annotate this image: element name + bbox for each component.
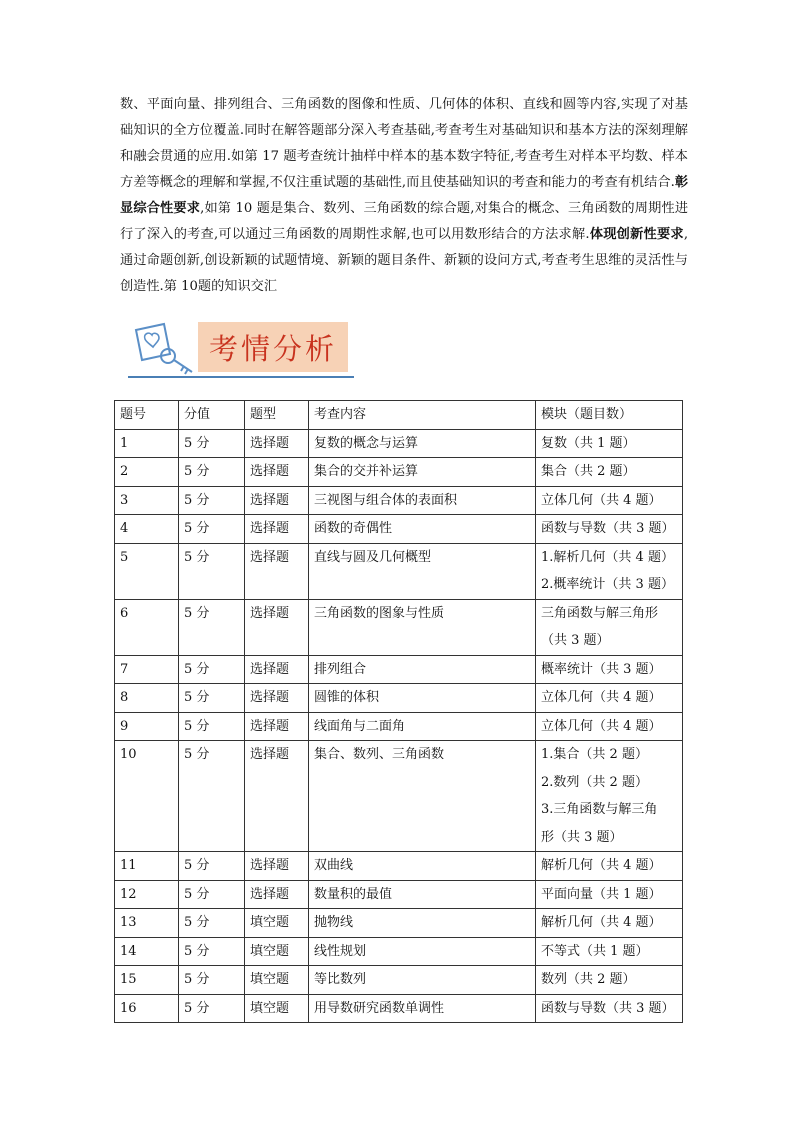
cell-type: 填空题 (245, 937, 309, 966)
header-cell-number: 题号 (115, 401, 179, 430)
cell-type: 填空题 (245, 966, 309, 995)
cell-number: 11 (115, 852, 179, 881)
cell-number: 15 (115, 966, 179, 995)
cell-content: 线面角与二面角 (309, 712, 536, 741)
cell-score: 5 分 (179, 515, 245, 544)
cell-score: 5 分 (179, 543, 245, 599)
table-row (115, 543, 683, 599)
cell-module (536, 486, 683, 515)
cell-number: 3 (115, 486, 179, 515)
table-row (115, 429, 683, 458)
table-row (115, 684, 683, 713)
cell-content: 排列组合 (309, 655, 536, 684)
cell-score: 5 分 (179, 712, 245, 741)
cell-type: 选择题 (245, 486, 309, 515)
module-line: （共 3 题） (541, 633, 610, 648)
table-row (115, 486, 683, 515)
table-body (115, 429, 683, 1023)
module-line: 形（共 3 题） (541, 829, 623, 845)
module-line: 立体几何（共 4 题） (541, 492, 662, 508)
cell-content: 直线与圆及几何概型 (309, 543, 536, 599)
table-row (115, 458, 683, 487)
cell-type: 选择题 (245, 543, 309, 599)
cell-number: 10 (115, 741, 179, 852)
cell-module (536, 741, 683, 852)
cell-module (536, 684, 683, 713)
cell-number: 13 (115, 909, 179, 938)
cell-module (536, 937, 683, 966)
table-row (115, 937, 683, 966)
cell-type: 选择题 (245, 852, 309, 881)
table-row (115, 741, 683, 852)
table-row (115, 994, 683, 1023)
cell-content: 双曲线 (309, 852, 536, 881)
module-line: 函数与导数（共 3 题） (541, 1000, 675, 1016)
cell-content: 等比数列 (309, 966, 536, 995)
heart-key-icon (128, 320, 198, 376)
table-header (115, 401, 683, 430)
cell-content: 函数的奇偶性 (309, 515, 536, 544)
banner-underline (128, 376, 354, 378)
cell-type: 选择题 (245, 515, 309, 544)
cell-score: 5 分 (179, 655, 245, 684)
table-row (115, 599, 683, 655)
cell-number: 14 (115, 937, 179, 966)
module-line: 解析几何（共 4 题） (541, 915, 662, 930)
cell-number: 4 (115, 515, 179, 544)
module-line: 函数与导数（共 3 题） (541, 521, 675, 536)
table-header-row (115, 401, 683, 430)
cell-number: 12 (115, 880, 179, 909)
cell-number: 5 (115, 543, 179, 599)
cell-score: 5 分 (179, 966, 245, 995)
cell-type: 选择题 (245, 712, 309, 741)
table-row (115, 966, 683, 995)
intro-bold-2: 体现创新性要求 (589, 227, 684, 242)
table-row (115, 712, 683, 741)
cell-module (536, 429, 683, 458)
cell-content: 三视图与组合体的表面积 (309, 486, 536, 515)
cell-content: 用导数研究函数单调性 (309, 994, 536, 1023)
table-row (115, 880, 683, 909)
cell-type: 填空题 (245, 909, 309, 938)
module-line: 解析几何（共 4 题） (541, 858, 662, 873)
cell-module (536, 909, 683, 938)
cell-score: 5 分 (179, 852, 245, 881)
cell-module (536, 852, 683, 881)
cell-module (536, 458, 683, 487)
cell-number: 7 (115, 655, 179, 684)
header-cell-module: 模块（题目数） (536, 401, 683, 430)
table-row (115, 515, 683, 544)
table-row (115, 655, 683, 684)
module-line: 三角函数与解三角形 (541, 605, 659, 621)
cell-module (536, 966, 683, 995)
module-line: 不等式（共 1 题） (541, 943, 649, 959)
module-line: 1.集合（共 2 题） (541, 747, 648, 762)
module-line: 概率统计（共 3 题） (541, 661, 662, 677)
cell-content: 三角函数的图象与性质 (309, 599, 536, 655)
cell-content: 圆锥的体积 (309, 684, 536, 713)
cell-content: 抛物线 (309, 909, 536, 938)
module-line: 2.概率统计（共 3 题） (541, 577, 674, 592)
cell-score: 5 分 (179, 599, 245, 655)
cell-type: 选择题 (245, 880, 309, 909)
cell-module (536, 515, 683, 544)
cell-number: 1 (115, 429, 179, 458)
module-line: 数列（共 2 题） (541, 972, 636, 987)
module-line: 2.数列（共 2 题） (541, 774, 648, 790)
header-cell-type: 题型 (245, 401, 309, 430)
cell-type: 选择题 (245, 429, 309, 458)
cell-number: 9 (115, 712, 179, 741)
cell-content: 集合、数列、三角函数 (309, 741, 536, 852)
cell-content: 集合的交并补运算 (309, 458, 536, 487)
section-banner (128, 318, 356, 382)
cell-number: 6 (115, 599, 179, 655)
intro-bold-1: 彰显综合性要求 (120, 175, 689, 216)
module-line: 1.解析几何（共 4 题） (541, 549, 674, 565)
cell-module (536, 880, 683, 909)
header-cell-content: 考查内容 (309, 401, 536, 430)
cell-content: 复数的概念与运算 (309, 429, 536, 458)
cell-score: 5 分 (179, 486, 245, 515)
cell-number: 2 (115, 458, 179, 487)
cell-content: 线性规划 (309, 937, 536, 966)
module-line: 立体几何（共 4 题） (541, 690, 662, 705)
intro-paragraph (120, 92, 688, 300)
cell-number: 8 (115, 684, 179, 713)
module-line: 3.三角函数与解三角 (541, 802, 658, 817)
header-cell-score: 分值 (179, 401, 245, 430)
table-row (115, 852, 683, 881)
cell-type: 选择题 (245, 655, 309, 684)
cell-score: 5 分 (179, 458, 245, 487)
module-line: 复数（共 1 题） (541, 435, 636, 451)
cell-module (536, 712, 683, 741)
cell-type: 填空题 (245, 994, 309, 1023)
cell-module (536, 655, 683, 684)
cell-type: 选择题 (245, 458, 309, 487)
cell-type: 选择题 (245, 684, 309, 713)
cell-type: 选择题 (245, 599, 309, 655)
cell-score: 5 分 (179, 909, 245, 938)
intro-text-2: ,如第 10 题是集合、数列、三角函数的综合题,对集合的概念、三角函数的周期性进行了深入的考查,可以通过三角函数的周期性求解,也可以用数形结合的方法求解. (120, 201, 689, 242)
cell-module (536, 543, 683, 599)
cell-type: 选择题 (245, 741, 309, 852)
cell-score: 5 分 (179, 994, 245, 1023)
cell-score: 5 分 (179, 429, 245, 458)
cell-content: 数量积的最值 (309, 880, 536, 909)
cell-module (536, 994, 683, 1023)
cell-score: 5 分 (179, 880, 245, 909)
cell-number: 16 (115, 994, 179, 1023)
module-line: 立体几何（共 4 题） (541, 718, 662, 734)
cell-score: 5 分 (179, 741, 245, 852)
cell-module (536, 599, 683, 655)
exam-analysis-table (114, 400, 683, 1023)
table-row (115, 909, 683, 938)
intro-text-1: 数、平面向量、排列组合、三角函数的图像和性质、几何体的体积、直线和圆等内容,实现了对基础知识的全方位覆盖.同时在解答题部分深入考查基础,考查考生对基础知识和基本方法的深刻理解和融会贯通的应用.如第 17 题考查统计抽样中样本的基本数字特征,考查考生对样本平均数、样本方差等概念的理解和掌握,不仅注重试题的基础性,而且使基础知识的考查和能力的考查有机结合. (120, 97, 688, 190)
cell-score: 5 分 (179, 684, 245, 713)
section-title: 考情分析 (198, 322, 348, 372)
module-line: 集合（共 2 题） (541, 464, 636, 479)
cell-score: 5 分 (179, 937, 245, 966)
intro-text-3: ,通过命题创新,创设新颖的试题情境、新颖的题目条件、新颖的设问方式,考查考生思维的灵活性与创造性.第 10题的知识交汇 (120, 227, 689, 294)
module-line: 平面向量（共 1 题） (541, 886, 662, 902)
